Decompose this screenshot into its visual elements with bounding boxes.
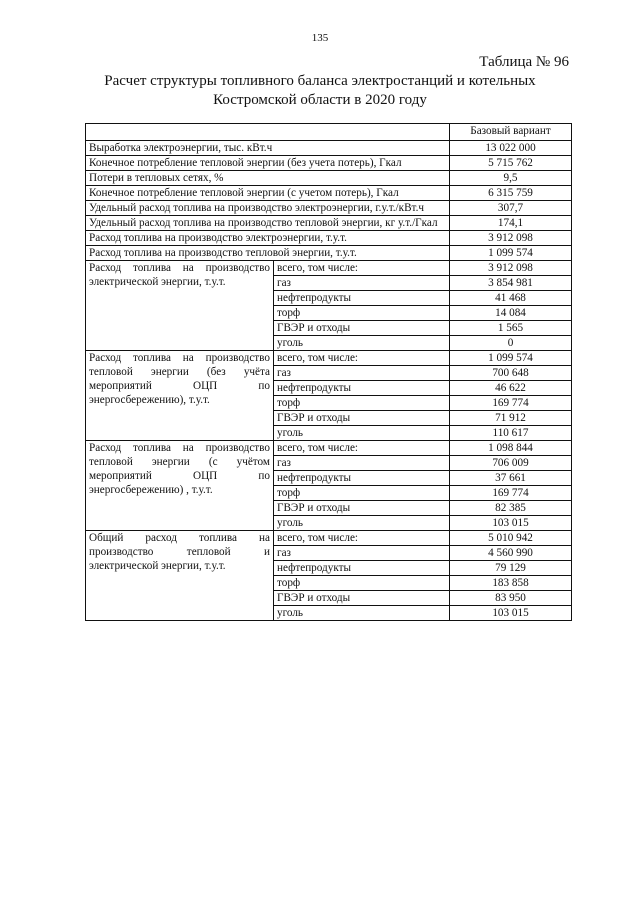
row-value: 13 022 000 (450, 141, 572, 156)
fuel-value: 700 648 (450, 366, 572, 381)
group-label: Расход топлива на производство электрической энергии, т.у.т. (86, 261, 274, 351)
fuel-value: 37 661 (450, 471, 572, 486)
row-label: Расход топлива на производство тепловой энергии, т.у.т. (86, 246, 450, 261)
table-title (60, 72, 580, 110)
group-row (86, 351, 572, 366)
fuel-value: 79 129 (450, 561, 572, 576)
group-row (86, 531, 572, 546)
fuel-value: 110 617 (450, 426, 572, 441)
table-row (86, 216, 572, 231)
fuel-type: ГВЭР и отходы (274, 411, 450, 426)
fuel-type: торф (274, 486, 450, 501)
row-value: 6 315 759 (450, 186, 572, 201)
table-row (86, 171, 572, 186)
page-number: 135 (311, 32, 329, 44)
row-value: 5 715 762 (450, 156, 572, 171)
fuel-value: 3 912 098 (450, 261, 572, 276)
table-row (86, 186, 572, 201)
table-row (86, 246, 572, 261)
fuel-type: уголь (274, 606, 450, 621)
fuel-value: 46 622 (450, 381, 572, 396)
title-line-2: Костромской области в 2020 году (213, 92, 427, 108)
fuel-value: 1 099 574 (450, 351, 572, 366)
fuel-value: 4 560 990 (450, 546, 572, 561)
fuel-value: 169 774 (450, 486, 572, 501)
row-label: Потери в тепловых сетях, % (86, 171, 450, 186)
header-empty-cell (86, 124, 450, 141)
row-value: 307,7 (450, 201, 572, 216)
fuel-type: торф (274, 576, 450, 591)
row-label: Удельный расход топлива на производство тепловой энергии, кг у.т./Гкал (86, 216, 450, 231)
fuel-type: газ (274, 366, 450, 381)
group-label: Общий расход топлива на производство тепловой и электрической энергии, т.у.т. (86, 531, 274, 621)
header-row (86, 124, 572, 141)
fuel-balance-table (85, 123, 572, 621)
fuel-value: 5 010 942 (450, 531, 572, 546)
header-base-variant: Базовый вариант (450, 124, 572, 141)
fuel-value: 82 385 (450, 501, 572, 516)
group-row (86, 441, 572, 456)
fuel-type: нефтепродукты (274, 291, 450, 306)
fuel-type: уголь (274, 336, 450, 351)
fuel-type: всего, том числе: (274, 441, 450, 456)
row-label: Расход топлива на производство электроэнергии, т.у.т. (86, 231, 450, 246)
fuel-type: газ (274, 276, 450, 291)
fuel-value: 103 015 (450, 516, 572, 531)
fuel-value: 1 565 (450, 321, 572, 336)
fuel-value: 0 (450, 336, 572, 351)
fuel-value: 169 774 (450, 396, 572, 411)
fuel-type: газ (274, 456, 450, 471)
fuel-type: всего, том числе: (274, 351, 450, 366)
table-row (86, 141, 572, 156)
fuel-type: ГВЭР и отходы (274, 321, 450, 336)
fuel-type: торф (274, 396, 450, 411)
fuel-type: нефтепродукты (274, 471, 450, 486)
fuel-value: 706 009 (450, 456, 572, 471)
row-value: 3 912 098 (450, 231, 572, 246)
fuel-value: 3 854 981 (450, 276, 572, 291)
fuel-value: 103 015 (450, 606, 572, 621)
fuel-type: ГВЭР и отходы (274, 501, 450, 516)
fuel-value: 14 084 (450, 306, 572, 321)
fuel-value: 83 950 (450, 591, 572, 606)
row-label: Выработка электроэнергии, тыс. кВт.ч (86, 141, 450, 156)
table-row (86, 231, 572, 246)
row-value: 9,5 (450, 171, 572, 186)
fuel-value: 71 912 (450, 411, 572, 426)
fuel-type: уголь (274, 516, 450, 531)
fuel-type: всего, том числе: (274, 531, 450, 546)
fuel-type: нефтепродукты (274, 381, 450, 396)
fuel-type: торф (274, 306, 450, 321)
row-label: Удельный расход топлива на производство электроэнергии, г.у.т./кВт.ч (86, 201, 450, 216)
group-label: Расход топлива на производство тепловой энергии (без учёта мероприятий ОЦП по энергосбережению), т.у.т. (86, 351, 274, 441)
fuel-type: ГВЭР и отходы (274, 591, 450, 606)
table-row (86, 201, 572, 216)
row-value: 1 099 574 (450, 246, 572, 261)
title-line-1: Расчет структуры топливного баланса электростанций и котельных (104, 73, 536, 89)
fuel-type: нефтепродукты (274, 561, 450, 576)
row-value: 174,1 (450, 216, 572, 231)
table-label: Таблица № 96 (479, 54, 569, 70)
table-row (86, 156, 572, 171)
group-label: Расход топлива на производство тепловой энергии (с учётом мероприятий ОЦП по энергосбережению) , т.у.т. (86, 441, 274, 531)
row-label: Конечное потребление тепловой энергии (без учета потерь), Гкал (86, 156, 450, 171)
group-row (86, 261, 572, 276)
fuel-value: 41 468 (450, 291, 572, 306)
fuel-value: 1 098 844 (450, 441, 572, 456)
row-label: Конечное потребление тепловой энергии (с учетом потерь), Гкал (86, 186, 450, 201)
fuel-type: всего, том числе: (274, 261, 450, 276)
fuel-type: уголь (274, 426, 450, 441)
fuel-type: газ (274, 546, 450, 561)
fuel-value: 183 858 (450, 576, 572, 591)
